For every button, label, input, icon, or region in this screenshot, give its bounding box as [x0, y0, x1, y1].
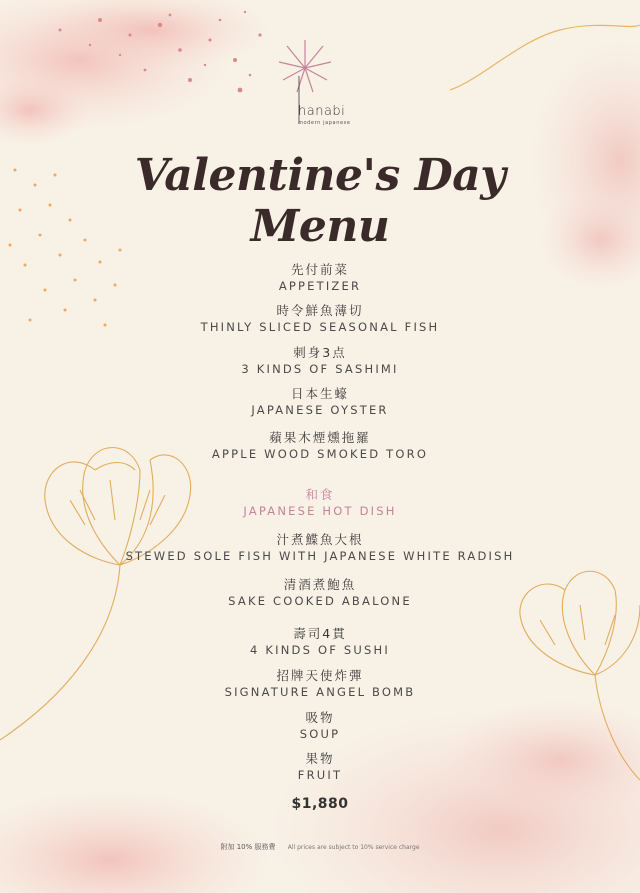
course-name-en: SIGNATURE ANGEL BOMB [224, 685, 416, 699]
course-name-en: APPETIZER [278, 279, 362, 293]
course-item [70, 668, 570, 700]
brand-tagline: modern japanese [298, 120, 351, 126]
course-item [70, 751, 570, 783]
course-item [70, 430, 570, 462]
course-name-en: APPLE WOOD SMOKED TORO [211, 447, 429, 461]
course-name-cn: 果物 [305, 751, 335, 766]
menu-price: $1,880 [291, 796, 349, 812]
course-item [70, 345, 570, 377]
course-name-cn: 蘋果木煙燻拖羅 [269, 430, 371, 445]
course-name-cn: 刺身3点 [293, 345, 347, 360]
course-item [70, 710, 570, 742]
course-name-en: 3 KINDS OF SASHIMI [241, 362, 399, 376]
service-fee-note: All prices are subject to 10% service charge [287, 844, 420, 851]
course-name-cn: 壽司4貫 [293, 626, 347, 641]
course-item [70, 577, 570, 609]
course-item [70, 386, 570, 418]
course-item [70, 262, 570, 294]
course-name-cn: 日本生蠔 [290, 386, 349, 401]
course-name-en: SOUP [299, 727, 341, 741]
course-name-en: THINLY SLICED SEASONAL FISH [200, 320, 440, 334]
course-name-cn: 清酒煮鮑魚 [283, 577, 357, 592]
course-name-cn: 和食 [305, 487, 335, 502]
course-name-en: FRUIT [297, 768, 343, 782]
service-fee-cn: 附加 10% 服務費 [220, 843, 276, 851]
course-name-cn: 招牌天使炸彈 [276, 668, 364, 683]
course-item [70, 303, 570, 335]
brand-name: hanabi [298, 104, 346, 119]
course-item [70, 532, 570, 564]
course-name-en: STEWED SOLE FISH WITH JAPANESE WHITE RADISH [125, 549, 515, 563]
course-name-cn: 先付前菜 [290, 262, 349, 277]
course-name-en: JAPANESE HOT DISH [243, 504, 397, 518]
course-name-cn: 汁煮鰈魚大根 [276, 532, 364, 547]
footer [70, 842, 570, 852]
course-name-en: 4 KINDS OF SUSHI [250, 643, 390, 657]
course-name-en: JAPANESE OYSTER [251, 403, 389, 417]
course-name-cn: 吸物 [305, 710, 335, 725]
course-name-en: SAKE COOKED ABALONE [228, 594, 412, 608]
course-name-cn: 時令鮮魚薄切 [276, 303, 364, 318]
menu-title: Valentine's Day Menu [134, 150, 506, 252]
watercolor-top-left [0, 0, 270, 145]
course-item [70, 626, 570, 658]
course-section-heading [70, 487, 570, 519]
